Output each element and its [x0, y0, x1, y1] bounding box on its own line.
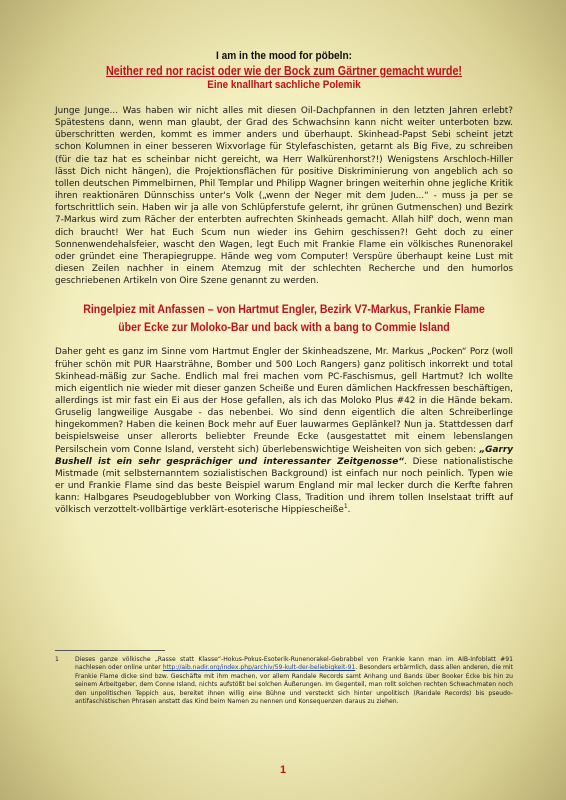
footnote-text-end: . Besonders erbärmlich, dass allen anderen, die mit Frankie Flame dicke sind bzw. Geschäfte mit ihm machen, vor allem Randale Records samt Anhang und Bands über Booker Ecke bis hin zu seinem Arbeitgeber, dem Conne Island, nichts aufstößt bei solchen Äußerungen. Im Gegenteil, man rollt solchen rechten Schwachmaten noch den unpolitischen Teppich aus, bereitet ihnen willig eine Bühne und versteckt sich hinter unpolitisch (Randale Records) bis pseudo-antifaschistischen Phrasen anstatt das Kind beim Namen zu nennen und Konsequenzen daraus zu ziehen.	[75, 664, 513, 706]
paragraph-2-start: Daher geht es ganz im Sinne vom Hartmut Engler der Skinheadszene, Mr. Markus „Pocken“ Porz (woll früher schön mit PUR Haarsträhne, Bomber und 500 Loch Rangers) ganz politisch inkorrekt und total Skinhead-mäßig zur Sache. Endlich mal frei machen vom PC-Faschismus, gell Hartmut? Ich wollte mich eigentlich nie wieder mit dieser ganzen Scheiße und Euren dämlichen Hackfressen beschäftigen, allerdings ist mir fast ein Ei aus der Hose gefallen, als ich das Moloko Plus #42 in die Hände bekam. Gruselig langweilige Ausgabe - das nebenbei. Wo sind denn eigentlich die alten Schreiberlinge hingekommen? Haben die keinen Bock mehr auf Euer lauwarmes Geplänkel? Nun ja. Stattdessen darf beispielsweise unser allerorts beliebter Freunde Ecke (ausgestattet mit einem lebenslangen Persilschein vom Conne Island, versteht sich) überlebenswichtige Weisheiten von sich geben:	[55, 347, 513, 455]
article-headline: Neither red nor racist oder wie der Bock zum Gärtner gemacht wurde!	[105, 64, 463, 78]
footnote-link[interactable]: http://aib.nadir.org/index.php/archiv/59-kult-der-beliebigkeit-91	[162, 664, 356, 672]
paragraph-2: Daher geht es ganz im Sinne vom Hartmut Engler der Skinheadszene, Mr. Markus „Pocken“ Porz (woll früher schön mit PUR Haarsträhne, Bomber und 500 Loch Rangers) ganz politisch inkorrekt und total Skinhead-mäßig zur Sache. Endlich mal frei machen vom PC-Faschismus, gell Hartmut? Ich wollte mich eigentlich nie wieder mit dieser ganzen Scheiße und Euren dämlichen Hackfressen beschäftigen, allerdings ist mir fast ein Ei aus der Hose gefallen, als ich das Moloko Plus #42 in die Hände bekam. Gruselig langweilige Ausgabe - das nebenbei. Wo sind denn eigentlich die alten Schreiberlinge hingekommen? Haben die keinen Bock mehr auf Euer lauwarmes Geplänkel? Nun ja. Stattdessen darf beispielsweise unser allerorts beliebter Freunde Ecke (ausgestattet mit einem lebenslangen Persilschein vom Conne Island, versteht sich) überlebenswichtige Weisheiten von sich geben: „Garry Bushell ist ein sehr gesprächiger und interessanter Zeitgenosse“. Diese nationalistische Mistmade (mit selbsternanntem sozialistischen Background) ist einfach nur noch peinlich. Typen wie er und Frankie Flame sind das beste Beispiel warum England mir mal lecker durch die Kerfte fahren kann: Halbgares Pseudogeblubber von Working Class, Tradition und ihrem tollen Inselstaat trifft auf völkisch verzottelt-vollbärtige verklärt-esoterische Hippiescheiße$^1$.	[55, 347, 513, 516]
paragraph-1: Junge Junge... Was haben wir nicht alles mit diesen Oil-Dachpfannen in den letzten Jahren erlebt? Spätestens dann, wenn man glaubt, der Grad des Schwachsinn kann nicht weiter unterboten bzw. überschritten werden, kommt es immer anders und überhaupt. Skinhead-Papst Sebi scheint jetzt schon Kolumnen in einer besseren Wixvorlage für Stylefaschisten, getarnt als Big Five, zu schreiben (für die taz hat es scheinbar nicht gereicht, wa Herr Walkürenhorst?!) Wenigstens Arschloch-Hiller lässt Dich nicht hängen), die Projektionsflächen für positive Diskriminierung von angeblich ach so tollen deutschen Pimmelbirnen, Phil Templar und Philipp Wagner bringen weiterhin ohne jegliche Kritik ihren reaktionären Dünnschiss unter's Volk („wenn der Neger mit dem Juden...“ - muss ja per se fortschrittlich sein. Haben wir ja alle von Schlüpferstufe gelernt, ihr grünen Gutmenschen) und Bezirk 7-Markus wird zum Rächer der enterbten aufrechten Skinheads gemacht. Allah hilf' doch, wenn man dich braucht! Wer hat Euch Scum nun wieder ins Gehirn geschissen?! Geht doch zu einer Sonnenwendehalsfeier, wascht den Wagen, legt Euch mit Frankie Flame ein völkisches Runenorakel oder gründet eine Therapiegruppe. Hände weg vom Computer! Verspüre überhaupt keine Lust mit diesen Zeilen nachher in einem Atemzug mit der schlechten Recherche und den humorlos geschriebenen Artikeln von Oire Szene genannt zu werden.	[55, 106, 513, 287]
intro-line: I am in the mood for pöbeln:	[215, 50, 353, 62]
section-title: Ringelpiez mit Anfassen – von Hartmut Engler, Bezirk V7-Markus, Frankie Flame über Ecke zur Moloko-Bar und back with a bang to Commie Island	[83, 302, 485, 335]
article	[55, 50, 513, 517]
footnote-reference[interactable]: 1	[343, 503, 348, 511]
article-subheadline: Eine knallhart sachliche Polemik	[207, 79, 361, 91]
footnote-text	[75, 656, 513, 706]
page-number: 1	[279, 764, 287, 776]
footnote-text-start: Dieses ganze völkische „Rasse statt Klasse“-Hokus-Pokus-Esoterik-Runenorakel-Gebrabbel von Frankie kann man im AIB-Infoblatt #91 nachlesen oder online unter	[75, 656, 513, 672]
footnote-number: 1	[55, 656, 59, 663]
bushell-quote: „Garry Bushell ist ein sehr gesprächiger und interessanter Zeitgenosse“	[55, 444, 513, 467]
paragraph-2-end: . Diese nationalistische Mistmade (mit selbsternanntem sozialistischen Background) ist einfach nur noch peinlich. Typen wie er und Frankie Flame sind das beste Beispiel warum England mir mal lecker durch die Kerfte fahren kann: Halbgares Pseudogeblubber von Working Class, Tradition und ihrem tollen Inselstaat trifft auf völkisch verzottelt-vollbärtige verklärt-esoterische Hippiescheiße	[55, 456, 513, 516]
footnote	[55, 656, 513, 706]
footnote-divider	[55, 650, 165, 651]
